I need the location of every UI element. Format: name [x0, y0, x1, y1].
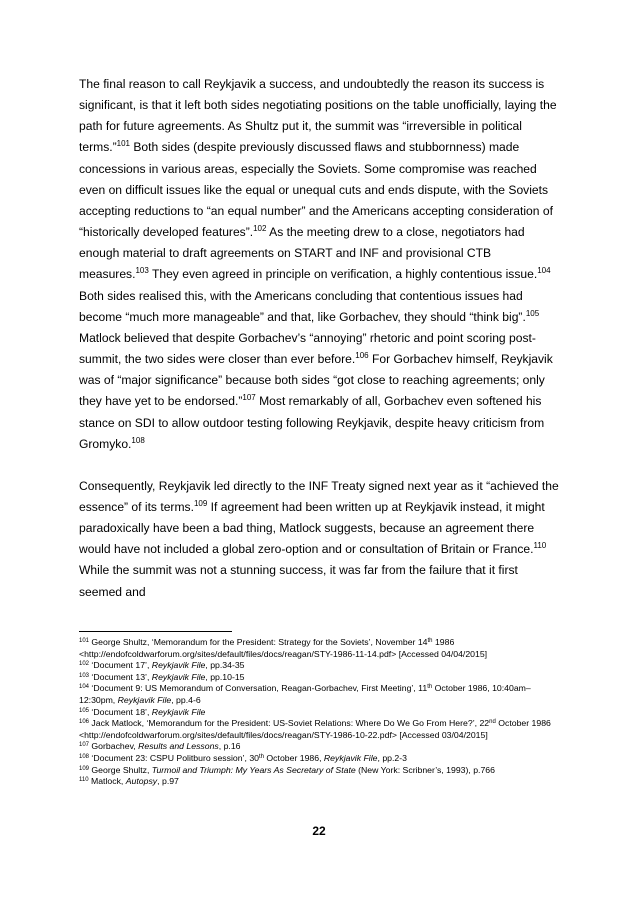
body-paragraph	[79, 74, 561, 455]
footnote-reference: 103	[79, 672, 90, 679]
text-run: October 1986,	[264, 752, 324, 763]
italic-title: Reykjavik File	[151, 706, 206, 717]
footnote-reference: 105	[525, 308, 540, 318]
footnote-reference: th	[259, 753, 265, 760]
text-run: , pp.34-35	[205, 660, 245, 671]
footnote	[79, 683, 561, 706]
footnote-reference: 110	[79, 777, 89, 784]
text-run: Most remarkably of all, Gorbachev even softened his stance on SDI to allow outdoor testing following Reykjavik, despite heavy criticism from Gromyko.	[79, 394, 545, 451]
footnote	[79, 776, 561, 788]
text-run: George Shultz, ‘Memorandum for the President: Strategy for the Soviets’, November 14	[89, 637, 428, 647]
footnote-separator	[79, 631, 232, 632]
body-paragraph	[79, 476, 561, 603]
footnote-reference: th	[427, 638, 433, 644]
footnote-reference: 105	[79, 707, 90, 714]
text-run: Matlock,	[88, 776, 126, 787]
footnotes	[79, 637, 561, 788]
footnote	[79, 718, 561, 741]
italic-title: Reykjavik File	[151, 671, 206, 682]
text-run: Consequently, Reykjavik led directly to the INF Treaty signed next year as it “achieved the essence” of its terms.	[79, 478, 559, 514]
footnote-reference: 109	[79, 765, 90, 772]
page-number: 22	[312, 824, 326, 838]
italic-title: Turmoil and Triumph: My Years As Secretary of State	[151, 764, 356, 775]
text-run: , pp.4-6	[171, 694, 201, 705]
text-run: , p.16	[218, 741, 241, 752]
footnote-reference: 107	[242, 393, 256, 403]
footnote-reference: 109	[193, 498, 208, 508]
text-run: ‘Document 9: US Memorandum of Conversation, Reagan-Gorbachev, First Meeting’, 11	[89, 683, 428, 694]
footnote-reference: 101	[116, 139, 130, 149]
footnote-reference: 106	[79, 719, 90, 726]
footnote-reference: th	[427, 684, 433, 691]
text-run: Both sides (despite previously discussed flaws and stubbornness) made concessions in various areas, especially the Soviets. Some compromise was reached even on difficult issues like the equal or unequal cuts and ends dispute, with the Soviets accepting reductions to “an equal number” and the Americans accepting consideration of “historically developed features”.	[79, 140, 553, 240]
text-run: George Shultz,	[89, 764, 152, 775]
footnote	[79, 637, 561, 660]
text-run: For Gorbachev himself, Reykjavik was of “major significance” because both sides “got close to reaching agreements; only they have yet to be endorsed.”	[79, 352, 553, 409]
text-run: ‘Document 23: CSPU Politburo session’, 30	[89, 752, 259, 763]
text-run: (New York: Scribner’s, 1993), p.766	[355, 764, 495, 775]
text-run: , pp.2-3	[377, 752, 407, 763]
body-text	[79, 74, 561, 603]
footnote-reference: 101	[79, 638, 90, 644]
footnote	[79, 741, 561, 753]
text-run: Matlock believed that despite Gorbachev’s “annoying” rhetoric and point scoring post-summit, the two sides were closer than ever before.	[79, 330, 536, 367]
text-run: , pp.10-15	[205, 671, 245, 682]
footnote-reference: 107	[79, 742, 90, 749]
text-run: Gorbachev,	[89, 741, 139, 752]
footnote-reference: 103	[135, 266, 149, 276]
footnote-reference: 108	[131, 435, 145, 445]
text-run: 1986 <http://endofcoldwarforum.org/sites/default/files/docs/reagan/STY-1986-11-14.pdf> [Accessed 04/04/2015]	[79, 637, 488, 659]
footnote-reference: 102	[253, 224, 267, 234]
footnote	[79, 660, 561, 672]
text-run: October 1986 <http://endofcoldwarforum.org/sites/default/files/docs/reagan/STY-1986-10-22.pdf> [Accessed 03/04/2015]	[79, 718, 551, 740]
text-run: Jack Matlock, ‘Memorandum for the President: US-Soviet Relations: Where Do We Go From Here?’, 22	[89, 718, 490, 729]
footnote-reference: 102	[79, 661, 90, 668]
text-run: , p.97	[157, 776, 179, 787]
italic-title: Results and Lessons	[138, 741, 219, 752]
text-run: While the summit was not a stunning success, it was far from the failure that it first seemed and	[79, 563, 518, 599]
footnote	[79, 707, 561, 719]
footnote-reference: nd	[489, 719, 496, 726]
text-run: They even agreed in principle on verification, a highly contentious issue.	[148, 267, 538, 282]
text-run: The final reason to call Reykjavik a success, and undoubtedly the reason its success is significant, is that it left both sides negotiating positions on the table unofficially, laying the path for future agreements. As Shultz put it, the summit was “irreversible in political terms.”	[79, 77, 557, 155]
footnote-reference: 110	[533, 541, 547, 551]
footnote	[79, 765, 561, 777]
italic-title: Reykjavik File	[117, 694, 172, 705]
text-run: ‘Document 17’,	[89, 660, 152, 671]
footnote	[79, 753, 561, 765]
footnote-reference: 104	[79, 684, 90, 691]
footnote-reference: 106	[355, 351, 369, 361]
italic-title: Reykjavik File	[323, 752, 378, 763]
footnote	[79, 672, 561, 684]
italic-title: Autopsy	[125, 776, 158, 787]
footnote-reference: 104	[537, 266, 551, 276]
text-run: If agreement had been written up at Reykjavik instead, it might paradoxically have been a bad thing, Matlock suggests, because an agreement there would have not included a global zero-option and or consultation of Britain or France.	[79, 499, 545, 557]
footnote-reference: 108	[79, 753, 90, 760]
text-run: ‘Document 13’,	[89, 671, 152, 682]
text-run: As the meeting drew to a close, negotiators had enough material to draft agreements on START and INF and provisional CTB measures.	[79, 225, 525, 282]
text-run: ‘Document 18’,	[89, 706, 152, 717]
text-run: Both sides realised this, with the Americans concluding that contentious issues had become “much more manageable” and that, like Gorbachev, they should “think big”.	[79, 288, 526, 324]
text-run: October 1986, 10:40am–12:30pm,	[79, 683, 531, 705]
italic-title: Reykjavik File	[151, 660, 206, 671]
